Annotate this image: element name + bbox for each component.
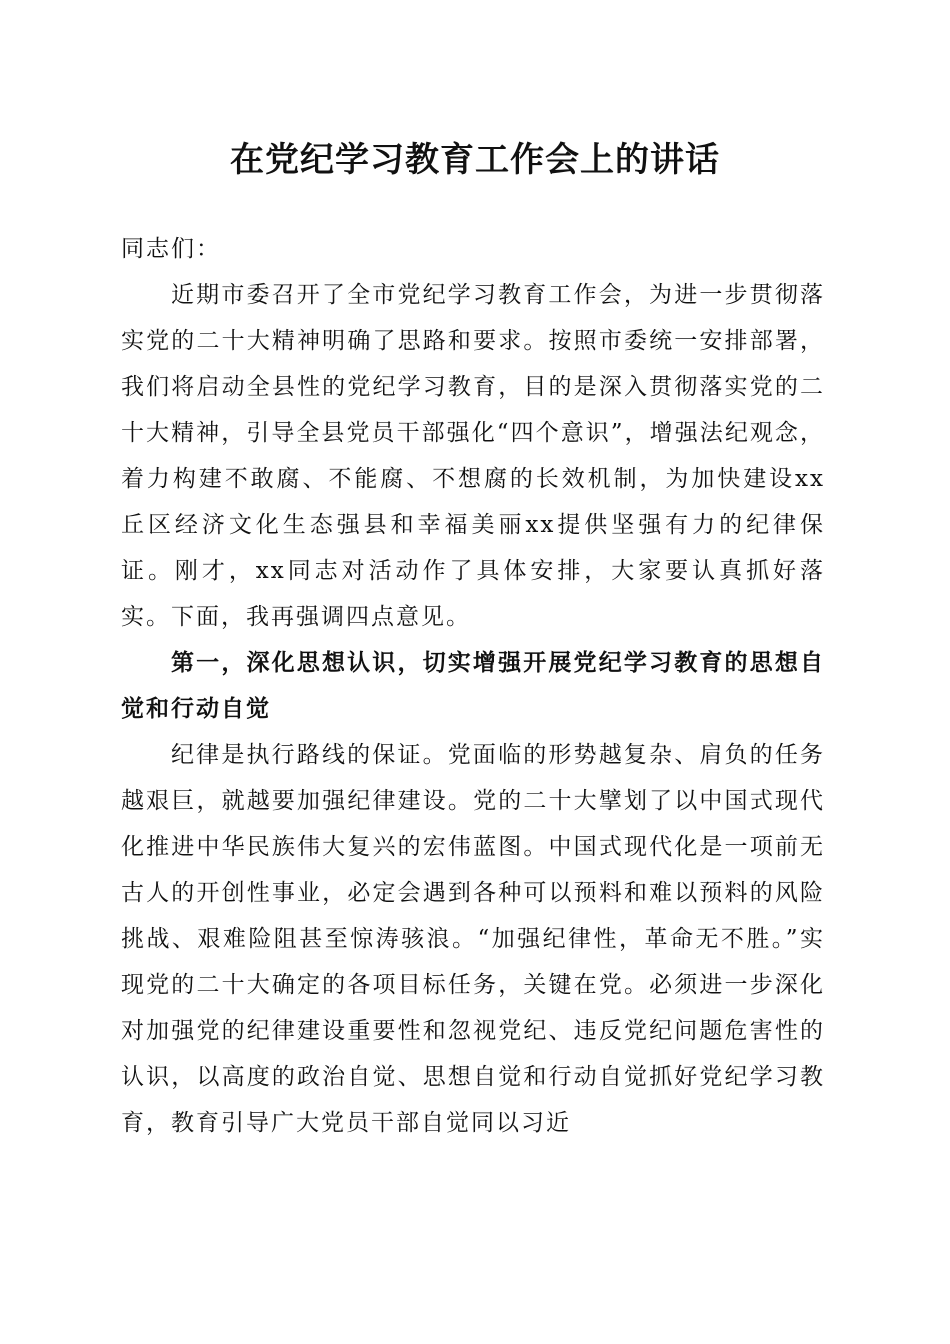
salutation: 同志们： [121, 236, 221, 262]
section-heading: 第一，深化思想认识，切实增强开展党纪学习教育的思想自觉和行动自觉 [121, 649, 825, 722]
document-title: 在党纪学习教育工作会上的讲话 [230, 140, 720, 180]
section-paragraph: 纪律是执行路线的保证。党面临的形势越复杂、肩负的任务越艰巨，就越要加强纪律建设。党的二十大擘划了以中国式现代化推进中华民族伟大复兴的宏伟蓝图。中国式现代化是一项前无古人的开创性事业，必定会遇到各种可以预料和难以预料的风险挑战、艰难险阻甚至惊涛骇浪。“加强纪律性，革命无不胜。”实现党的二十大确定的各项目标任务，关键在党。必须进一步深化对加强党的纪律建设重要性和忽视党纪、违反党纪问题危害性的认识，以高度的政治自觉、思想自觉和行动自觉抓好党纪学习教育，教育引导广大党员干部自觉同以习近 [121, 742, 825, 1136]
intro-paragraph: 近期市委召开了全市党纪学习教育工作会，为进一步贯彻落实党的二十大精神明确了思路和要求。按照市委统一安排部署，我们将启动全县性的党纪学习教育，目的是深入贯彻落实党的二十大精神，引导全县党员干部强化“四个意识”，增强法纪观念，着力构建不敢腐、不能腐、不想腐的长效机制，为加快建设xx丘区经济文化生态强县和幸福美丽xx提供坚强有力的纪律保证。刚才，xx同志对活动作了具体安排，大家要认真抓好落实。下面，我再强调四点意见。 [121, 282, 825, 630]
document-body [121, 226, 825, 1146]
